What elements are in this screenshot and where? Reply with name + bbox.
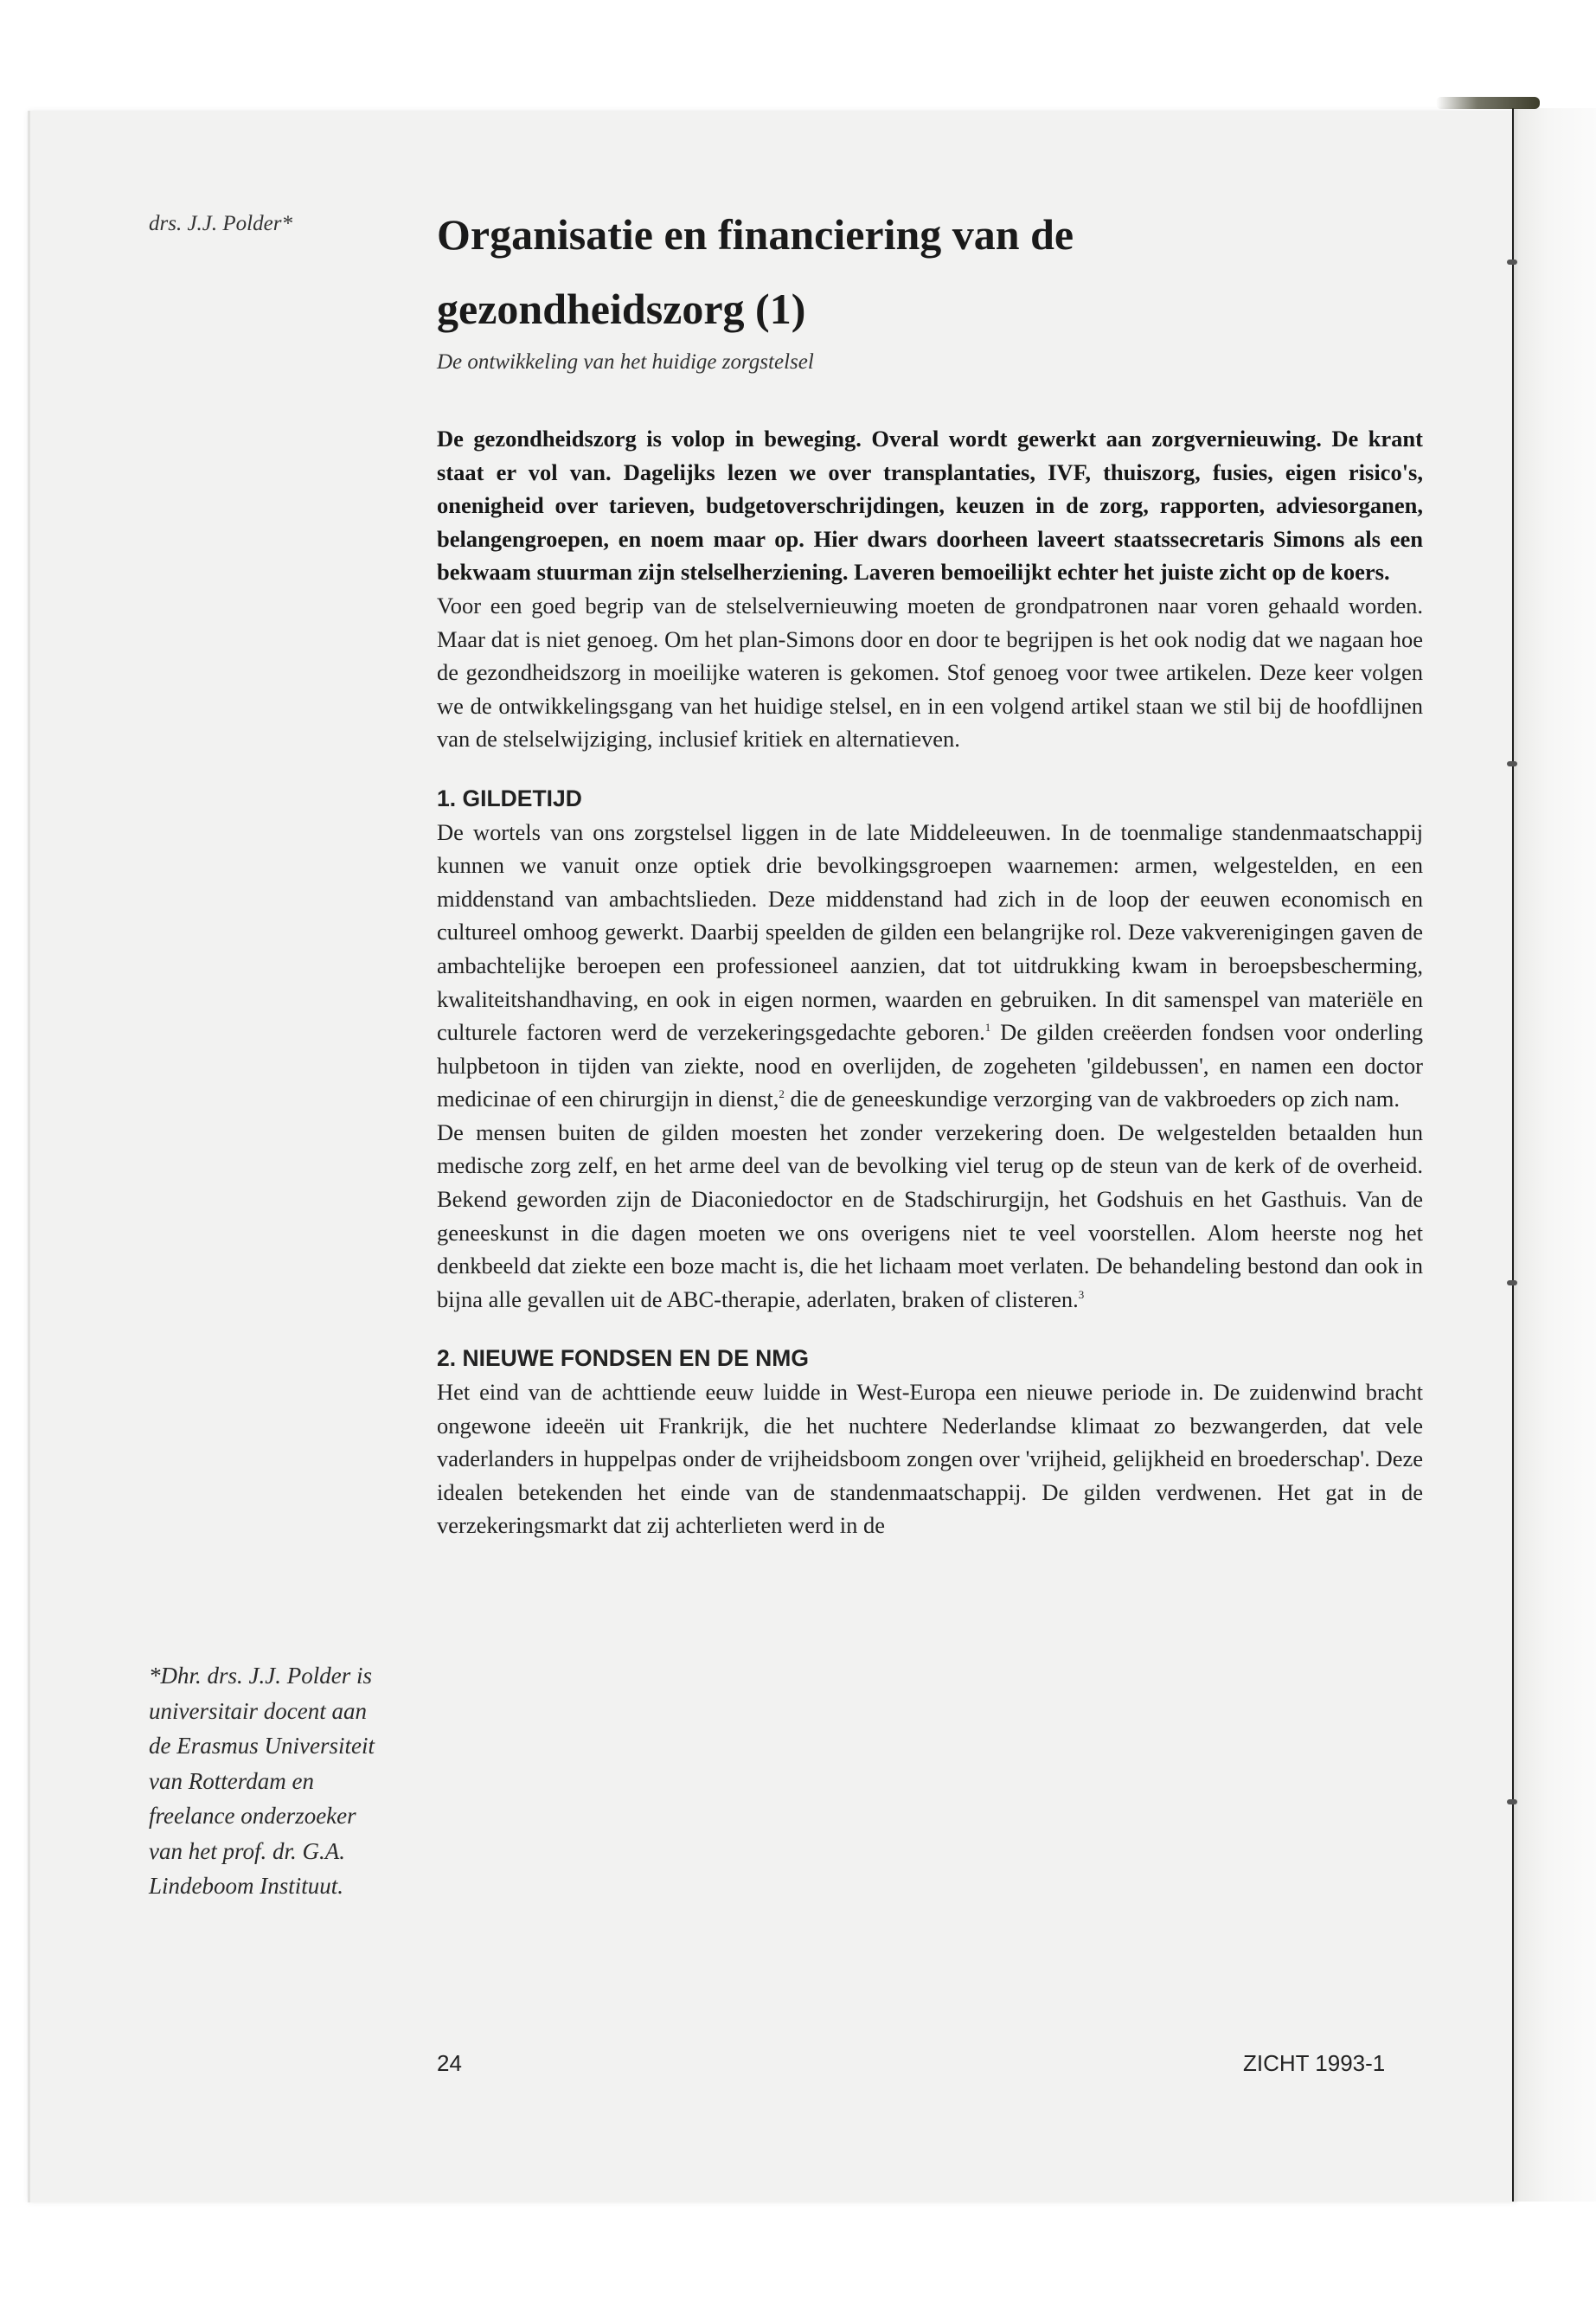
article-subtitle: De ontwikkeling van het huidige zorgstelsel <box>437 350 814 374</box>
lead-paragraph: De gezondheidszorg is volop in beweging. Overal wordt gewerkt aan zorgvernieuwing. De krant staat er vol van. Dagelijks lezen we over transplantaties, IVF, thuiszorg, fusies, eigen risico's, onenigheid over tarieven, budgetoverschrijdingen, keuzen in de zorg, rapporten, adviesorganen, belangengroepen, en noem maar op. Hier dwars doorheen laveert staatssecretaris Simons als een bekwaam stuurman zijn stelselherziening. Laveren bemoeilijkt echter het juiste zicht op de koers. <box>437 426 1423 586</box>
text-run: De mensen buiten de gilden moesten het zonder verzekering doen. De welgestelden betaalden hun medische zorg zelf, en het arme deel van de bevolking viel terug op de steun van de kerk of de overheid. Bekend geworden zijn de Diaconiedoctor en de Stadschirurgijn, het Godshuis en het Gasthuis. Van de geneeskunst in die dagen moeten we ons overigens niet te veel voorstellen. Alom heerste nog het denkbeeld dat ziekte een boze macht is, die het lichaam moet verlaten. De behandeling bestond dan ook in bijna alle gevallen uit de ABC-therapie, aderlaten, braken of clisteren. <box>437 1118 1423 1312</box>
binding-stitch <box>1507 260 1517 265</box>
text-run: De wortels van ons zorgstelsel liggen in de late Middeleeuwen. In de toenmalige standenmaatschappij kunnen we vanuit onze optiek drie bevolkingsgroepen waarnemen: armen, welgestelden, en een middenstand van ambachtslieden. Deze middenstand had zich in de loop der eeuwen economisch en cultureel omhoog gewerkt. Daarbij speelden de gilden een belangrijke rol. Deze vakverenigingen gaven de ambachtelijke beroepen een professioneel aanzien, dat tot uitdrukking kwam in beroepsbescherming, kwaliteitshandhaving, en ook in eigen normen, waarden en gebruiken. In dit samenspel van materiële en culturele factoren werd de verzekeringsgedachte geboren. <box>437 818 1423 1046</box>
title-line-2: gezondheidszorg (1) <box>437 285 806 333</box>
section1-paragraph-1 <box>437 816 1423 1116</box>
next-page-edge <box>1512 108 1596 2202</box>
page-number: 24 <box>437 2050 462 2076</box>
binding-mark <box>1436 97 1540 109</box>
publication-folio: ZICHT 1993-1 <box>1243 2050 1386 2076</box>
section-heading-gildetijd: 1. GILDETIJD <box>437 785 582 811</box>
text-run: De gilden creëerden fondsen voor onderling hulpbetoon in tijden van ziekte, nood en overlijden, de zogeheten 'gildebussen', en namen een doctor medicinae of een chirurgijn in dienst, <box>437 1019 1423 1112</box>
article-title <box>437 197 1432 346</box>
intro-paragraph: Voor een goed begrip van de stelselvernieuwing moeten de grondpatronen naar voren gehaald worden. Maar dat is niet genoeg. Om het plan-Simons door en door te begrijpen is het ook nodig dat we nagaan hoe de gezondheidszorg in moeilijke wateren is gekomen. Stof genoeg voor twee artikelen. Deze keer volgen we de ontwikkelingsgang van het huidige stelsel, en in een volgend artikel staan we stil bij de hoofdlijnen van de stelselwijziging, inclusief kritiek en alternatieven. <box>437 592 1423 753</box>
section2-paragraph-1: Het eind van de achttiende eeuw luidde in West-Europa een nieuwe periode in. De zuidenwind bracht ongewone ideeën uit Frankrijk, die het nuchtere Nederlandse klimaat zo bezwangerden, dat vele vaderlanders in huppelpas onder de vrijheidsboom zongen over 'vrijheid, gelijkheid en broederschap'. Deze idealen betekenden het einde van de standenmaatschappij. De gilden verdwenen. Het gat in de verzekeringsmarkt dat zij achterlieten werd in de <box>437 1379 1423 1539</box>
section-heading-nieuwe-fondsen: 2. NIEUWE FONDSEN EN DE NMG <box>437 1345 809 1372</box>
text-run: die de geneeskundige verzorging van de vakbroeders op zich nam. <box>784 1086 1400 1112</box>
author-footnote: *Dhr. drs. J.J. Polder is universitair docent aan de Erasmus Universiteit van Rotterdam en freelance onderzoeker van het prof. dr. G.A. Lindeboom Instituut. <box>149 1663 375 1899</box>
binding-stitch <box>1507 1280 1517 1285</box>
author-byline: drs. J.J. Polder* <box>149 212 292 235</box>
article-body <box>437 422 1423 1542</box>
binding-stitch <box>1507 761 1517 766</box>
footnote-ref: 3 <box>1078 1288 1085 1302</box>
footnote-ref: 2 <box>779 1087 785 1101</box>
footnote-ref: 1 <box>984 1021 991 1035</box>
binding-stitch <box>1507 1799 1517 1804</box>
section1-paragraph-2 <box>437 1116 1423 1317</box>
title-line-1: Organisatie en financiering van de <box>437 210 1074 259</box>
